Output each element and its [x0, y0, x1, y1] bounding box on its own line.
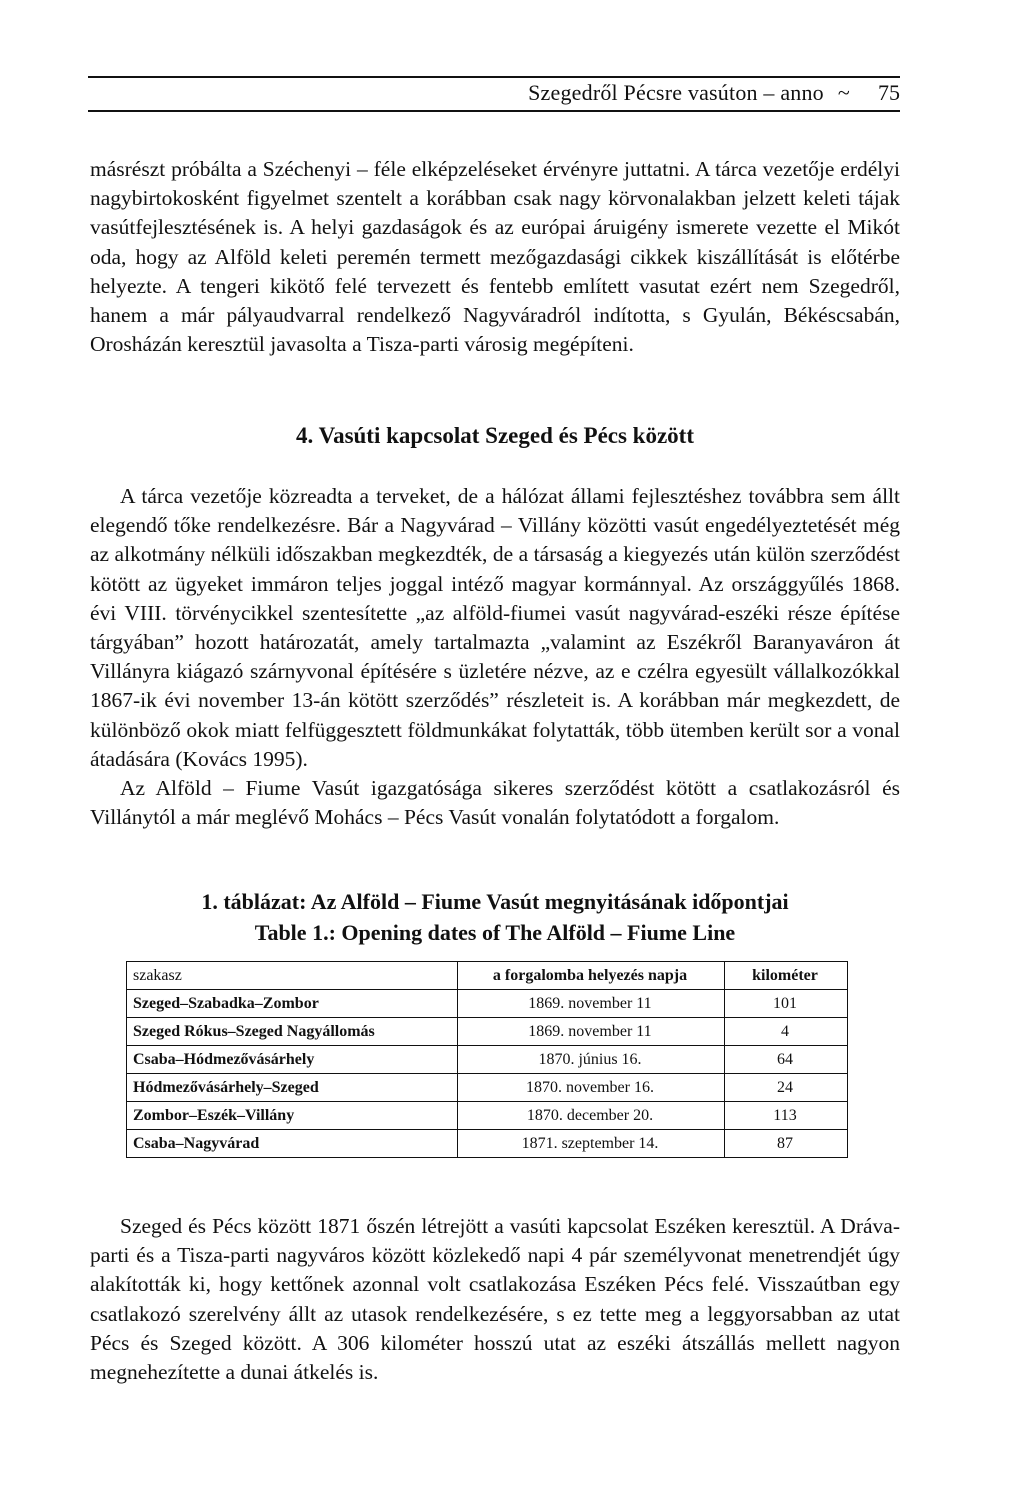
cell-segment: Hódmezővásárhely–Szeged — [127, 1074, 458, 1102]
paragraph-2: A tárca vezetője közreadta a terveket, de a hálózat állami fejlesztéshez továbbra sem állt elegendő tőke rendelkezésre. Bár a Nagyvárad – Villány közötti vasút engedélyeztetését még az alkotmány nélküli időszakban megkezdték, de a társaság a kiegyezés után külön szerződést kötött az ügyeket immáron teljes joggal intéző magyar kormánnyal. Az országgyűlés 1868. évi VIII. törvénycikkel szentesítette „az alföld-fiumei vasút nagyvárad-eszéki része építése tárgyában” hozott határozatát, amely tartalmazta „valamint az Eszékről Baranyaváron át Villányra kiágazó szárnyvonal építésére s üzletére nézve, az e czélra egyesült vállalkozókkal 1867-ik évi november 13-án kötött szerződés” részleteit is. A korábban már megkezdett, de különböző okok miatt felfüggesztett földmunkákat folytatták, több ütemben került sor a vonal átadására (Kovács 1995). — [90, 484, 900, 771]
cell-date: 1869. november 11 — [458, 1018, 725, 1046]
cell-km: 87 — [725, 1130, 848, 1158]
paragraph-4: Szeged és Pécs között 1871 őszén létrejött a vasúti kapcsolat Eszéken keresztül. A Dráva-parti és a Tisza-parti nagyváros között közlekedő napi 4 pár személyvonat menetrendjét úgy alakították ki, hogy kettőnek azonnal volt csatlakozása Eszéken Pécs felé. Visszaútban egy csatlakozó szerelvény állt az utasok rendelkezésére, s ez tette meg a leggyorsabban az utat Pécs és Szeged között. A 306 kilométer hosszú utat az eszéki átszállás mellett nagyon megnehezítette a dunai átkelés is. — [90, 1214, 900, 1385]
cell-segment: Szeged Rókus–Szeged Nagyállomás — [127, 1018, 458, 1046]
column-header-segment: szakasz — [127, 962, 458, 990]
section-heading-block — [90, 423, 900, 449]
header-separator: ~ — [837, 80, 850, 105]
table-header-row — [127, 962, 848, 990]
cell-date: 1871. szeptember 14. — [458, 1130, 725, 1158]
paragraph-3: Az Alföld – Fiume Vasút igazgatósága sikeres szerződést kötött a csatlakozásról és Villánytól a már meglévő Mohács – Pécs Vasút vonalán folytatódott a forgalom. — [90, 776, 900, 830]
cell-date: 1870. november 16. — [458, 1074, 725, 1102]
table-row — [127, 1018, 848, 1046]
cell-km: 113 — [725, 1102, 848, 1130]
paragraph-1: másrészt próbálta a Széchenyi – féle elképzeléseket érvényre juttatni. A tárca vezetője erdélyi nagybirtokosként figyelmet szentelt a korábban csak nagy körvonalakban jelzett keleti tájak vasútfejlesztésének is. A helyi gazdaságok és az európai áruigény ismerete vezette el Mikót oda, hogy az Alföld keleti peremén termett mezőgazdasági cikkek kiszállítását is előtérbe helyezte. A tengeri kikötő felé tervezett és fentebb említett vasutat ezért nem Szegedről, hanem a már pályaudvarral rendelkező Nagyváradról indította, s Gyulán, Békéscsabán, Orosházán keresztül javasolta a Tisza-parti városig megépíteni. — [90, 157, 900, 357]
cell-km: 64 — [725, 1046, 848, 1074]
section-heading: 4. Vasúti kapcsolat Szeged és Pécs között — [295, 423, 695, 448]
table-caption — [90, 886, 900, 948]
cell-date: 1869. november 11 — [458, 990, 725, 1018]
cell-km: 4 — [725, 1018, 848, 1046]
cell-segment: Zombor–Eszék–Villány — [127, 1102, 458, 1130]
cell-date: 1870. december 20. — [458, 1102, 725, 1130]
column-header-date: a forgalomba helyezés napja — [458, 962, 725, 990]
table-row — [127, 1046, 848, 1074]
paragraph-4-block — [90, 1212, 900, 1387]
opening-dates-table — [126, 961, 848, 1158]
cell-km: 101 — [725, 990, 848, 1018]
page-number: 75 — [878, 80, 900, 105]
cell-km: 24 — [725, 1074, 848, 1102]
table-row — [127, 990, 848, 1018]
header-rule-top — [88, 76, 900, 78]
cell-segment: Csaba–Nagyvárad — [127, 1130, 458, 1158]
running-title: Szegedről Pécsre vasúton – anno — [528, 80, 824, 105]
header-rule-bottom — [88, 110, 900, 112]
table-row — [127, 1102, 848, 1130]
table-row — [127, 1130, 848, 1158]
table-row — [127, 1074, 848, 1102]
running-head — [528, 80, 864, 106]
table-caption-hu: 1. táblázat: Az Alföld – Fiume Vasút megnyitásának időpontjai — [201, 889, 789, 914]
cell-segment: Csaba–Hódmezővásárhely — [127, 1046, 458, 1074]
cell-segment: Szeged–Szabadka–Zombor — [127, 990, 458, 1018]
table-caption-en: Table 1.: Opening dates of The Alföld – Fiume Line — [254, 920, 736, 945]
paragraph-1-block — [90, 155, 900, 359]
paragraph-2-block — [90, 482, 900, 832]
column-header-km: kilométer — [725, 962, 848, 990]
cell-date: 1870. június 16. — [458, 1046, 725, 1074]
